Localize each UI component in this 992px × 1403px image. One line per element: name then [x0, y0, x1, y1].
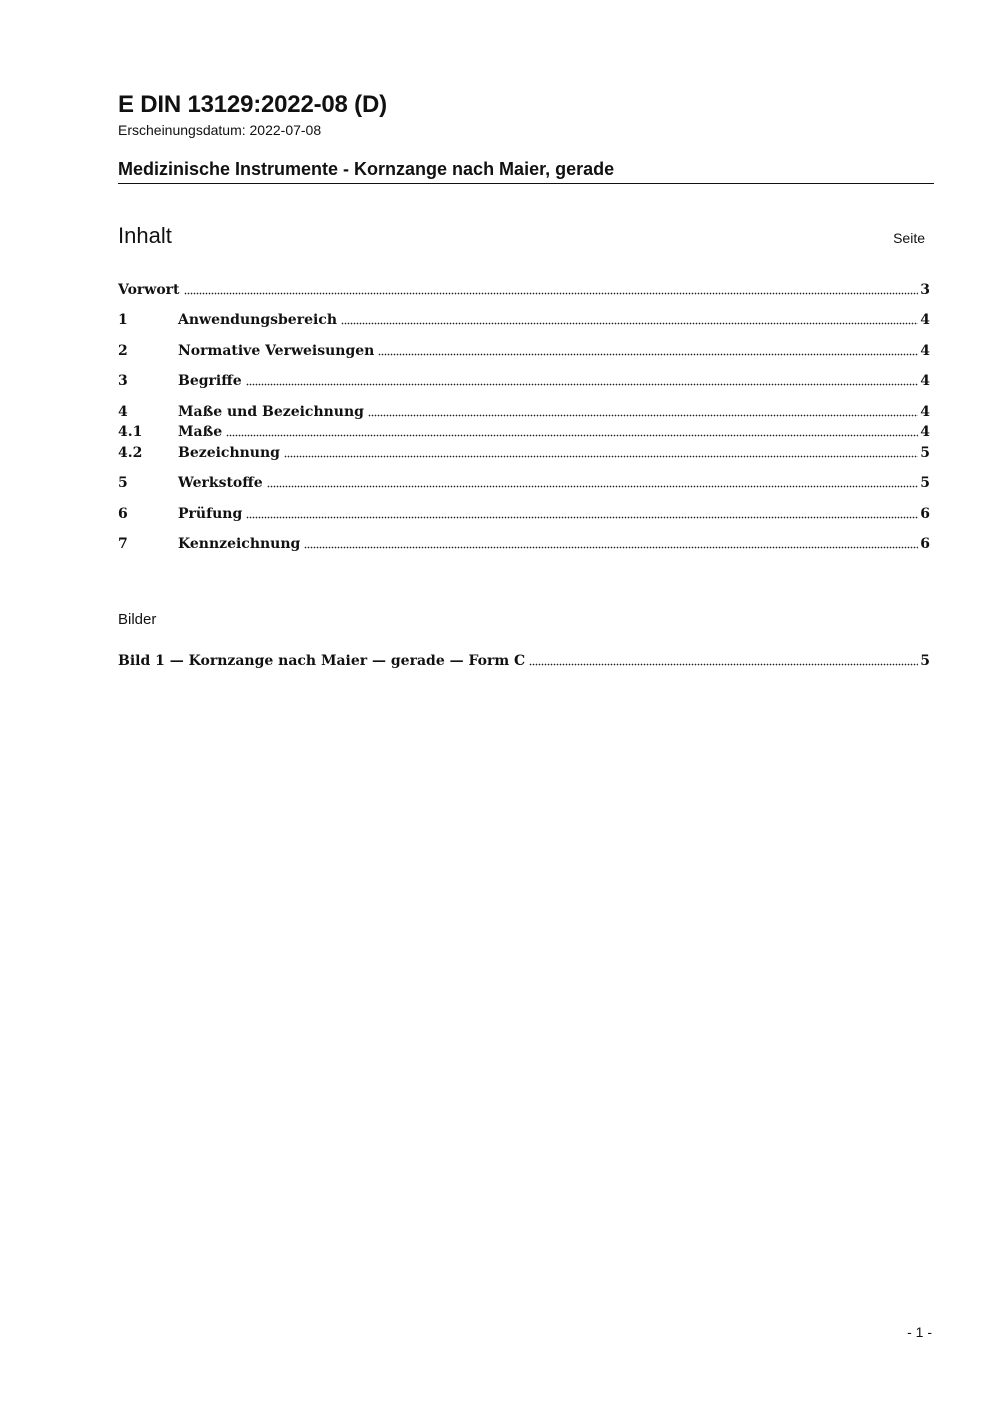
toc-dot-leader	[246, 383, 919, 386]
document-id: E DIN 13129:2022-08 (D)	[118, 91, 387, 118]
toc-entry-number: 4.2	[118, 445, 143, 461]
toc-entry-number: 2	[118, 343, 128, 359]
figures-heading: Bilder	[118, 611, 157, 628]
toc-entry-label: Werkstoffe	[178, 475, 263, 491]
toc-page-column-label: Seite	[893, 230, 925, 246]
toc-dot-leader	[304, 546, 918, 549]
toc-entry-number: 6	[118, 506, 128, 522]
toc-entry-page: 6	[920, 536, 930, 552]
toc-entry-label: Kennzeichnung	[178, 536, 301, 552]
toc-entry-page: 4	[920, 373, 930, 389]
toc-entry-page: 4	[920, 312, 930, 328]
toc-entry-page: 4	[920, 424, 930, 440]
toc-entry-number: 4.1	[118, 424, 143, 440]
toc-dot-leader	[341, 322, 918, 325]
toc-entry-label: Begriffe	[178, 373, 242, 389]
toc-entry-label: Prüfung	[178, 506, 243, 522]
toc-entry-label: Vorwort	[118, 282, 180, 298]
figure-entry-label: Bild 1 — Kornzange nach Maier — gerade — Form C	[118, 653, 526, 669]
toc-heading: Inhalt	[118, 223, 172, 248]
toc-dot-leader	[378, 353, 918, 356]
toc-entry-number: 7	[118, 536, 128, 552]
publication-date: Erscheinungsdatum: 2022-07-08	[118, 122, 322, 138]
toc-entry-kennzeichnung[interactable]	[118, 534, 930, 554]
toc-dot-leader	[529, 663, 918, 666]
toc-entry-number: 3	[118, 373, 128, 389]
toc-entry-begriffe[interactable]	[118, 371, 930, 391]
toc-entry-label: Anwendungsbereich	[178, 312, 337, 328]
toc-entry-label: Bezeichnung	[178, 445, 280, 461]
footer-page-number: - 1 -	[907, 1324, 932, 1340]
toc-dot-leader	[184, 292, 919, 295]
toc-entry-number: 5	[118, 475, 128, 491]
toc-entry-anwendungsbereich[interactable]	[118, 310, 930, 330]
toc-dot-leader	[246, 516, 918, 519]
toc-dot-leader	[368, 414, 918, 417]
toc-entry-page: 4	[920, 404, 930, 420]
toc-dot-leader	[267, 485, 919, 488]
document-title: Medizinische Instrumente - Kornzange nach Maier, gerade	[118, 159, 615, 179]
toc-entry-vorwort[interactable]	[118, 280, 930, 300]
toc-entry-number: 1	[118, 312, 128, 328]
toc-dot-leader	[284, 455, 918, 458]
toc-entry-page: 5	[920, 475, 930, 491]
toc-entry-pruefung[interactable]	[118, 504, 930, 524]
toc-entry-masse[interactable]	[118, 422, 930, 442]
figure-entry-bild-1[interactable]	[118, 651, 930, 671]
toc-entry-masse-und-bezeichnung[interactable]	[118, 402, 930, 422]
toc-entry-normative-verweisungen[interactable]	[118, 341, 930, 361]
figure-entry-page: 5	[920, 653, 930, 669]
toc-entry-label: Normative Verweisungen	[178, 343, 375, 359]
title-divider	[118, 183, 934, 184]
toc-entry-page: 4	[920, 343, 930, 359]
toc-entry-page: 5	[920, 445, 930, 461]
toc-entry-bezeichnung[interactable]	[118, 443, 930, 463]
toc-entry-werkstoffe[interactable]	[118, 473, 930, 493]
toc-entry-label: Maße	[178, 424, 223, 440]
toc-entry-page: 3	[920, 282, 930, 298]
toc-entry-number: 4	[118, 404, 128, 420]
toc-dot-leader	[226, 434, 918, 437]
toc-entry-page: 6	[920, 506, 930, 522]
toc-entry-label: Maße und Bezeichnung	[178, 404, 364, 420]
